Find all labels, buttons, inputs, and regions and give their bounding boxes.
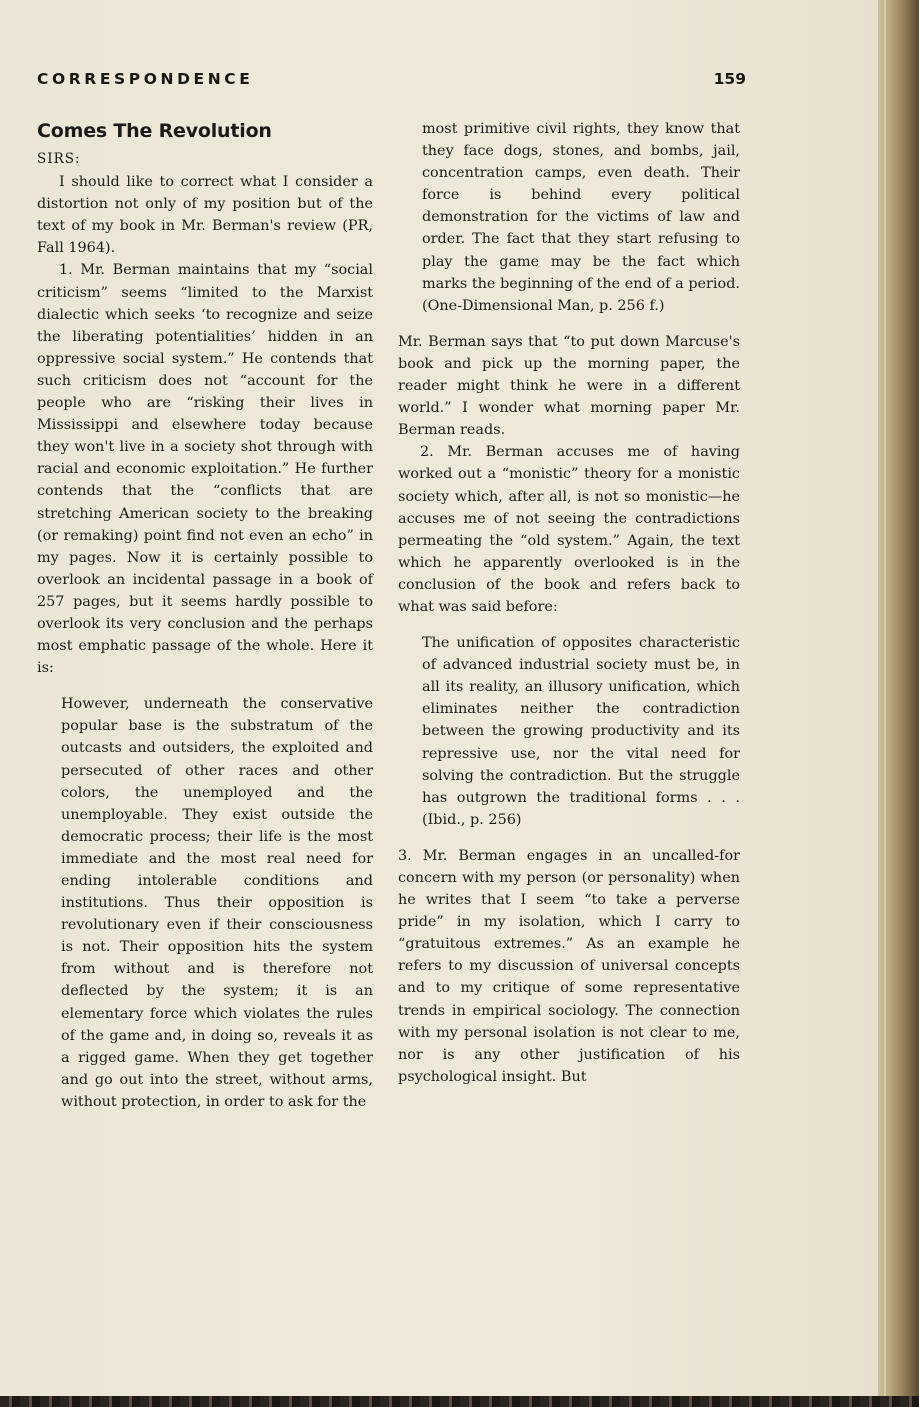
paragraph: I should like to correct what I consider a distortion not only of my position but of the text of my book in Mr. Berman's review (PR, Fall 1964). [37, 174, 373, 257]
running-head: CORRESPONDENCE [37, 70, 254, 88]
book-spine [878, 0, 919, 1407]
block-quote: The unification of opposites characteristic of advanced industrial society must be, in all its reality, an illusory unification, which eliminates neither the contradiction between the growing productivity and its repressive use, nor the vital need for solving the contradiction. But the struggle has outgrown the traditional forms . . . (Ibid., p. 256) [422, 635, 740, 828]
right-column [398, 118, 740, 1088]
page-bottom-edge [0, 1396, 919, 1407]
paragraph: 2. Mr. Berman accuses me of having worked out a “monistic” theory for a monistic society which, after all, is not so monistic—he accuses me of not seeing the contradictions permeating the “old system.” Again, the text which he apparently overlooked is in the conclusion of the book and refers back to what was said before: [398, 444, 740, 615]
paragraph: 3. Mr. Berman engages in an uncalled-for concern with my person (or personality) when he writes that I seem “to take a perverse pride” in my isolation, which I carry to “gratuitous extremes.” As an example he refers to my discussion of universal concepts and to my critique of some representative trends in empirical sociology. The connection with my personal isolation is not clear to me, nor is any other justification of his psychological insight. But [398, 847, 740, 1085]
left-column [37, 118, 373, 1125]
paragraph: 1. Mr. Berman maintains that my “social criticism” seems “limited to the Marxist dialectic which seeks ‘to recognize and seize the liberating potentialities’ hidden in an oppressive social system.” He contends that such criticism does not “account for the people who are “risking their lives in Mississippi and elsewhere today because they won't live in a society shot through with racial and economic exploitation.” He further contends that the “conflicts that are stretching American society to the breaking (or remaking) point find not even an echo” in my pages. Now it is certainly possible to overlook an incidental passage in a book of 257 pages, but it seems hardly possible to overlook its very conclusion and the perhaps most emphatic passage of the whole. Here it is: [37, 262, 373, 677]
block-quote-continued: most primitive civil rights, they know that they face dogs, stones, and bombs, jail, concentration camps, even death. Their force is behind every political demonstration for the victims of law and order. The fact that they start refusing to play the game may be the fact which marks the beginning of the end of a period. (One-Dimensional Man, p. 256 f.) [422, 121, 740, 314]
article-title: Comes The Revolution [37, 120, 272, 142]
page-number: 159 [713, 70, 746, 88]
paragraph: Mr. Berman says that “to put down Marcuse's book and pick up the morning paper, the reader might think he were in a different world.” I wonder what morning paper Mr. Berman reads. [398, 333, 740, 439]
block-quote: However, underneath the conservative popular base is the substratum of the outcasts and outsiders, the exploited and persecuted of other races and other colors, the unemployed and the unemployable. They exist outside the democratic process; their life is the most immediate and the most real need for ending intolerable conditions and institutions. Thus their opposition is revolutionary even if their consciousness is not. Their opposition hits the system from without and is therefore not deflected by the system; it is an elementary force which violates the rules of the game and, in doing so, reveals it as a rigged game. When they get together and go out into the street, without arms, without protection, in order to ask for the [61, 696, 373, 1110]
salutation: SIRS: [37, 151, 81, 167]
